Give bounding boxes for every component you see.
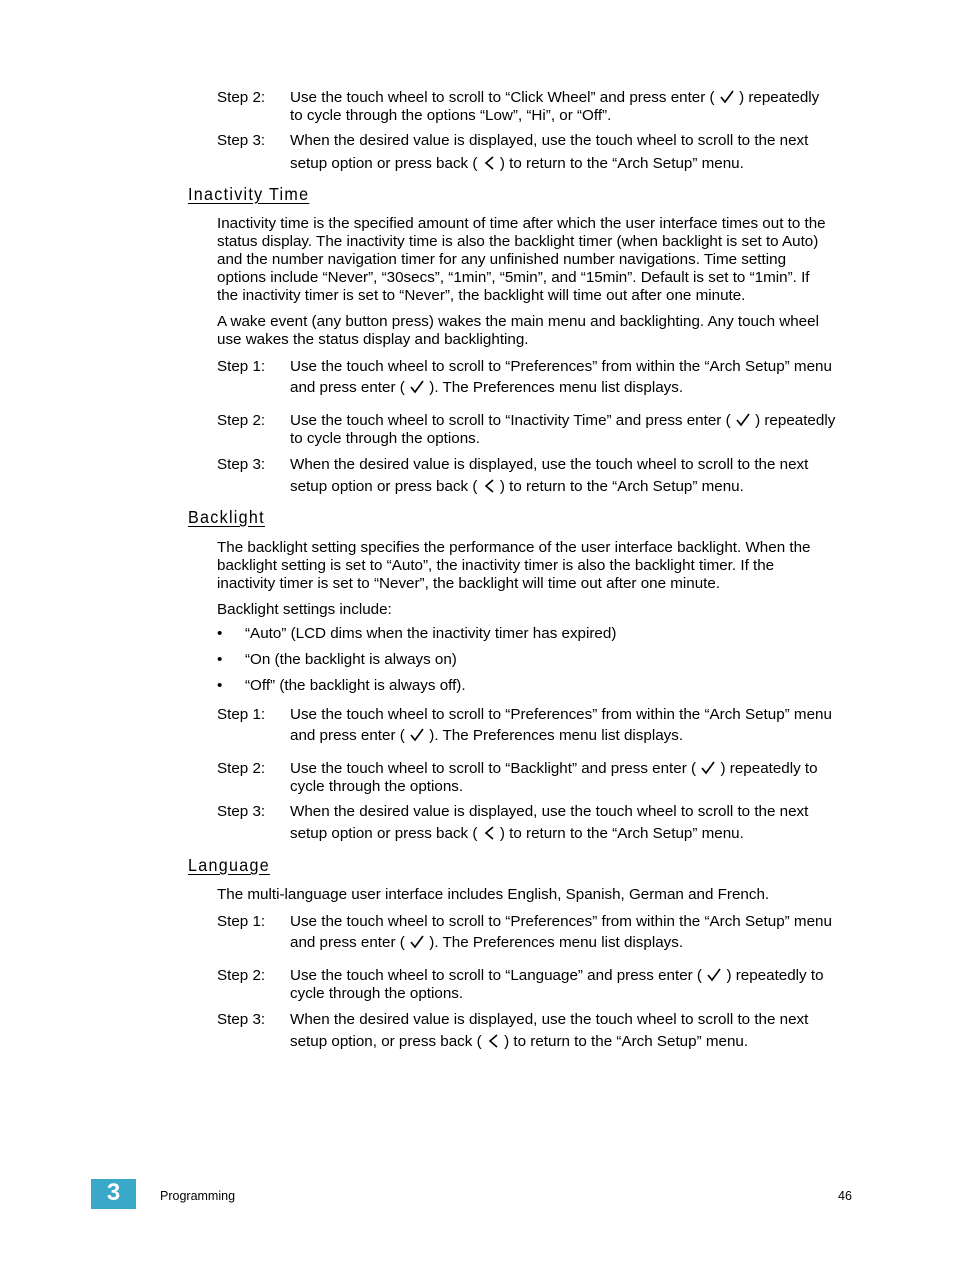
chevron-left-icon [486, 1033, 500, 1049]
section-heading-language: Language [188, 855, 270, 875]
chevron-left-icon [482, 825, 496, 841]
step-label: Step 2: [217, 967, 266, 984]
step-label: Step 3: [217, 132, 266, 149]
chevron-left-icon [482, 478, 496, 494]
checkmark-icon [409, 934, 425, 950]
backlight-settings-intro: Backlight settings include: [217, 601, 392, 618]
step-label: Step 3: [217, 456, 266, 473]
chapter-number-badge: 3 [91, 1179, 136, 1209]
step-label: Step 1: [217, 358, 266, 375]
checkmark-icon [409, 727, 425, 743]
inactivity-description: Inactivity time is the specified amount of time after which the user interface times out to the status display. The inactivity time is also the backlight timer (when backlight is set to Auto) and the number navigation timer for any unfinished number navigations. Time setting options include “Never”, “30secs”, “1min”, “5min”, and “15min”. Default is set to “1min”. If the inactivity timer is set to “Never”, the backlight will time out after one minute. [217, 215, 826, 304]
page-number: 46 [838, 1189, 852, 1203]
step-label: Step 2: [217, 89, 266, 106]
checkmark-icon [706, 967, 722, 983]
step-label: Step 3: [217, 1011, 266, 1028]
step-label: Step 1: [217, 913, 266, 930]
section-heading-backlight: Backlight [188, 507, 265, 527]
step-label: Step 1: [217, 706, 266, 723]
footer-section-title: Programming [160, 1189, 236, 1203]
bullet: • [217, 625, 223, 642]
checkmark-icon [719, 89, 735, 105]
checkmark-icon [735, 412, 751, 428]
backlight-description: The backlight setting specifies the performance of the user interface backlight. When the backlight setting is set to “Auto”, the inactivity timer is also the backlight timer. If the inactivity timer is set to “Never”, the backlight will time out after one minute. [217, 539, 811, 592]
chevron-left-icon [482, 155, 496, 171]
bullet: • [217, 651, 223, 668]
wake-event-description: A wake event (any button press) wakes the main menu and backlighting. Any touch wheel use wakes the status display and backlighting. [217, 313, 819, 348]
checkmark-icon [409, 379, 425, 395]
bullet: • [217, 677, 223, 694]
section-heading-inactivity-time: Inactivity Time [188, 184, 310, 204]
step-label: Step 2: [217, 412, 266, 429]
step-label: Step 3: [217, 803, 266, 820]
step-label: Step 2: [217, 760, 266, 777]
language-description: The multi-language user interface includes English, Spanish, German and French. [217, 886, 770, 903]
checkmark-icon [700, 760, 716, 776]
